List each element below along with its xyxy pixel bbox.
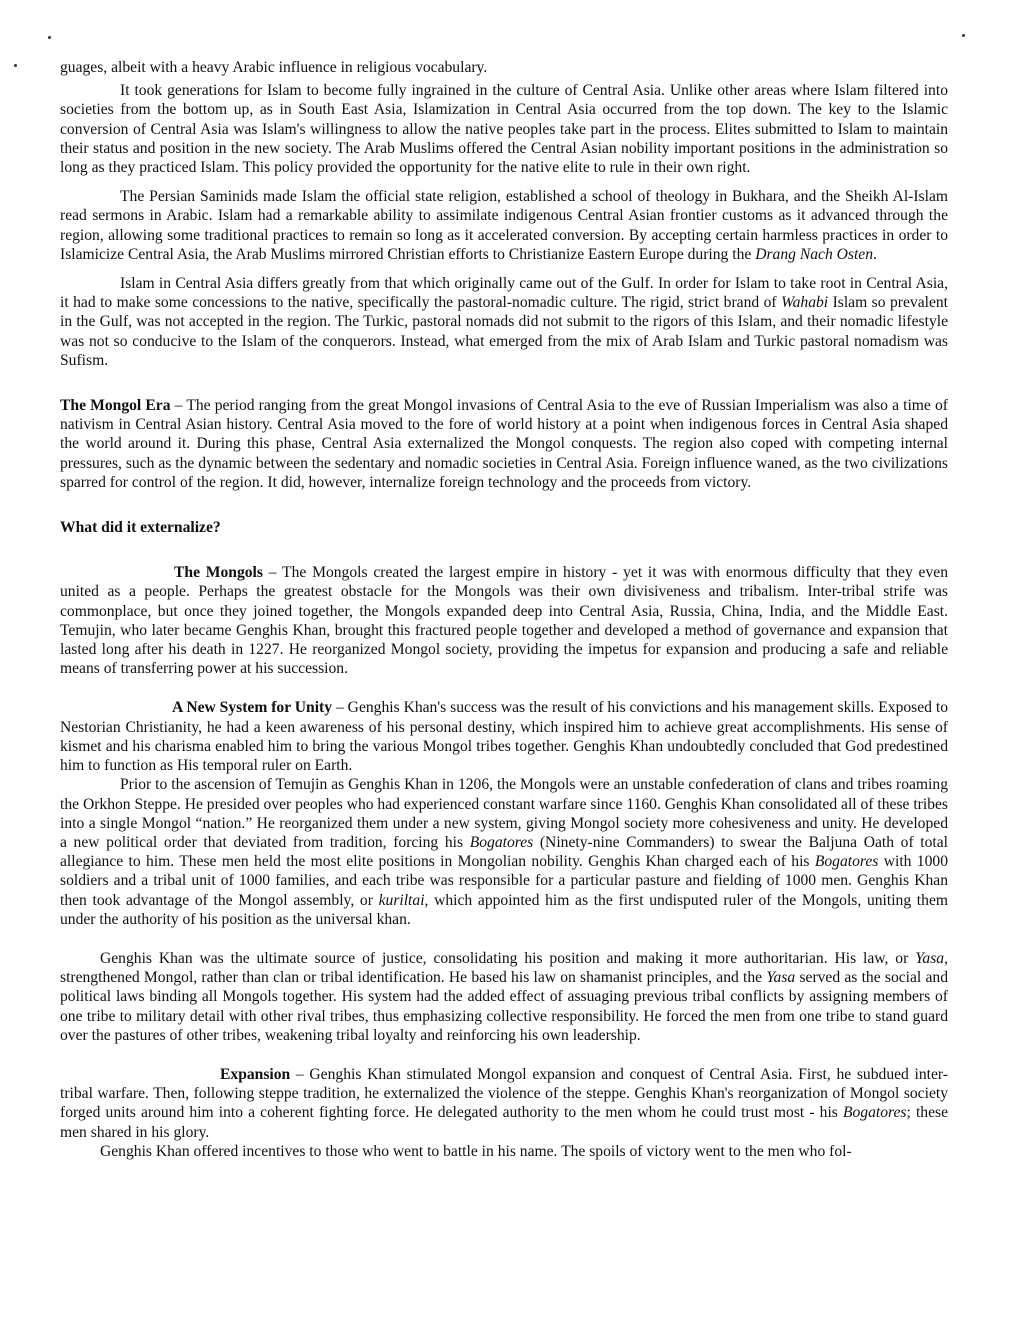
paragraph-continuation: guages, albeit with a heavy Arabic influence in religious vocabulary.: [60, 59, 488, 76]
paragraph-expansion: [60, 1065, 948, 1142]
emphasis-bogatores: Bogatores: [814, 853, 879, 871]
paragraph-incentives: Genghis Khan offered incentives to those who went to battle in his name. The spoils of victory went to the men who fol-: [100, 1142, 852, 1160]
text: , strengthened Mongol, rather than clan or tribal identification. He based his law on shamanist principles, and the: [60, 949, 948, 987]
text: Islam so prevalent in the Gulf, was not accepted in the region. The Turkic, pastoral nomads did not submit to the rigors of this Islam, and their nomadic lifestyle was not so conducive to the Islam of the conquerors. Instead, what emerged from the mix of Arab Islam and Turkic pastoral nomadism was Sufism.: [60, 294, 949, 369]
heading-mongol-era: The Mongol Era: [60, 397, 171, 415]
paragraph-saminids: [60, 187, 948, 264]
paragraph-islam-culture: It took generations for Islam to become fully ingrained in the culture of Central Asia. Unlike other areas where Islam filtered into societies from the bottom up, as in South East Asia, Islamization in Central Asia occurred from the top down. The key to the Islamic conversion of Central Asia was Islam's willingness to allow the native peoples take part in the process. Elites submitted to Islam to maintain their status and position in the new society. The Arab Muslims offered the Central Asian nobility important positions in the administration so long as they practiced Islam. This policy provided the opportunity for the native elite to rule in their own right.: [60, 82, 948, 177]
heading-expansion: Expansion: [220, 1065, 291, 1083]
scan-speck: [48, 36, 51, 39]
text: .: [873, 245, 877, 263]
document-page: [60, 58, 948, 1161]
paragraph-mongol-era: [60, 396, 948, 492]
text: Genghis Khan was the ultimate source of justice, consolidating his position and making it more authoritarian. His law, or: [100, 949, 916, 967]
text: Prior to the ascension of Temujin as Genghis Khan in 1206, the Mongols were an unstable confederation of clans and tribes roaming the Orkhon Steppe. He presided over peoples who had experienced constant warfare since 1160. Genghis Khan consolidated all of these tribes into a single Mongol “nation.” He reorganized them under a new system, giving Mongol society more cohesiveness and unity. He developed a new political order that deviated from tradition, forcing his: [60, 776, 948, 851]
emphasis-yasa: Yasa: [766, 969, 796, 987]
text: (Ninety-nine Commanders) to swear the Baljuna Oath of total allegiance to him. These men held the most elite positions in Mongolian nobility. Genghis Khan charged each of his: [60, 833, 949, 871]
paragraph-the-mongols: [60, 563, 948, 678]
scan-speck: [14, 64, 17, 67]
question-heading: What did it externalize?: [60, 519, 221, 537]
text: ; these men shared in his glory.: [60, 1104, 948, 1141]
text: Islam in Central Asia differs greatly from that which originally came out of the Gulf. In order for Islam to take root in Central Asia, it had to make some concessions to the native, specifically the pastoral-nomadic culture. The rigid, strict brand of: [60, 275, 948, 312]
text: , which appointed him as the first undisputed ruler of the Mongols, uniting them under the authority of his position as the universal khan.: [60, 891, 948, 928]
emphasis-kuriltai: kuriltai: [378, 891, 425, 909]
text: – Genghis Khan stimulated Mongol expansion and conquest of Central Asia. First, he subdued inter-tribal warfare. Then, following steppe tradition, he externalized the violence of the steppe. Genghis Khan's reorganization of Mongol society forged units around him into a coherent fighting force. He delegated authority to the men whom he could trust most - his: [60, 1065, 948, 1122]
paragraph-temujin: [60, 775, 948, 929]
text: The Persian Saminids made Islam the official state religion, established a school of theology in Bukhara, and the Sheikh Al-Islam read sermons in Arabic. Islam had a remarkable ability to assimilate indigenous Central Asian frontier customs as it advanced through the region, allowing some traditional practices to remain so long as it accelerated conversion. By accepting certain harmless practices in order to Islamicize Central Asia, the Arab Muslims mirrored Christian efforts to Christianize Eastern Europe during the: [60, 188, 948, 263]
emphasis-bogatores: Bogatores: [842, 1104, 907, 1122]
text: with 1000 soldiers and a tribal unit of 1000 families, and each tribe was responsible for a particular pasture and fielding of 1000 men. Genghis Khan then took advantage of the Mongol assembly, or: [60, 853, 948, 909]
paragraph-justice: [60, 949, 948, 1045]
heading-the-mongols: The Mongols: [174, 564, 263, 582]
heading-new-system: A New System for Unity: [172, 699, 333, 717]
emphasis-drang-nach-osten: Drang Nach Osten: [755, 245, 874, 263]
scan-speck: [962, 34, 965, 37]
paragraph-new-system: [60, 698, 948, 775]
paragraph-islam-differs: [60, 274, 948, 370]
text: – The Mongols created the largest empire in history - yet it was with enormous difficulty that they even united as a people. Perhaps the greatest obstacle for the Mongols was their own divisiveness and tribalism. Inter-tribal strife was commonplace, but once they joined together, the Mongols expanded deep into Central Asia, Russia, China, India, and the Middle East. Temujin, who later became Genghis Khan, brought this fractured people together and developed a method of governance and expansion that lasted long after his death in 1227. He reorganized Mongol society, providing the impetus for expansion and producing a safe and reliable means of transferring power at his succession.: [60, 564, 948, 678]
text: served as the social and political laws binding all Mongols together. His system had the added effect of assuaging previous tribal conflicts by assigning members of one tribe to military detail with other rival tribes, thus emphasizing collective responsibility. He forced the men from one tribe to stand guard over the pastures of other tribes, weakening tribal loyalty and reinforcing his own leadership.: [60, 969, 948, 1044]
emphasis-bogatores: Bogatores: [469, 833, 534, 851]
emphasis-yasa: Yasa: [915, 949, 945, 967]
text: – The period ranging from the great Mongol invasions of Central Asia to the eve of Russian Imperialism was also a time of nativism in Central Asian history. Central Asia moved to the fore of world history at a point when indigenous forces in Central Asia shaped the world around it. During this phase, Central Asia externalized the Mongol conquests. The region also coped with competing internal pressures, such as the dynamic between the sedentary and nomadic societies in Central Asia. Foreign influence waned, as the two civilizations sparred for control of the region. It did, however, internalize foreign technology and the proceeds from victory.: [60, 397, 948, 491]
text: – Genghis Khan's success was the result of his convictions and his management skills. Exposed to Nestorian Christianity, he had a keen awareness of his personal destiny, which inspired him to achieve great accomplishments. His sense of kismet and his charisma enabled him to bring the various Mongol tribes together. Genghis Khan undoubtedly concluded that God predestined him to function as His temporal ruler on Earth.: [60, 699, 948, 775]
emphasis-wahabi: Wahabi: [781, 294, 829, 312]
